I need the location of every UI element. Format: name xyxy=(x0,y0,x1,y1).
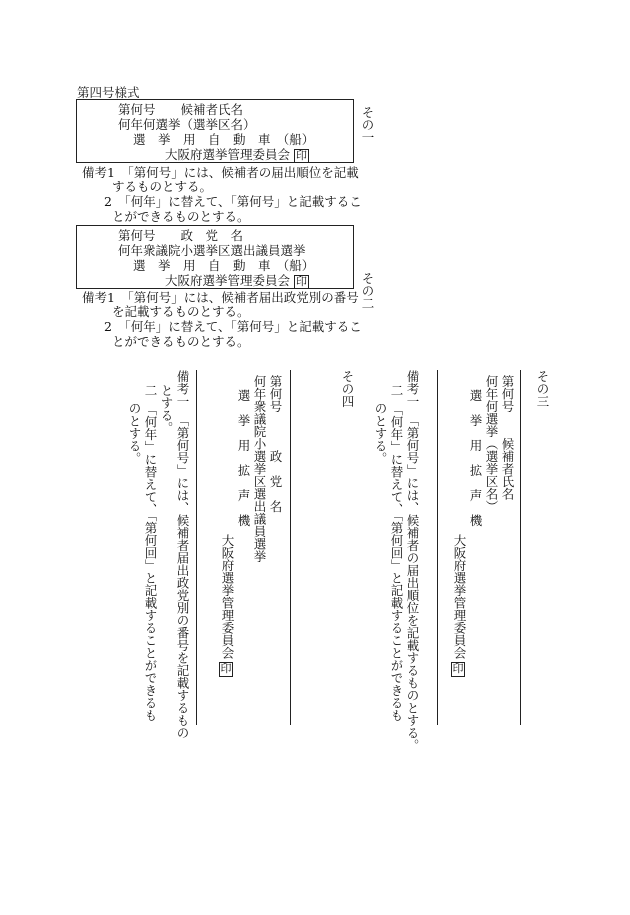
sono4-election-name: 何年衆議院小選挙区選出議員選挙 xyxy=(252,375,267,563)
sono1-form-box xyxy=(76,99,354,163)
sono2-vehicle-label: 選 挙 用 自 動 車 （船） xyxy=(133,258,315,273)
sono1-note2-cont: とができるものとする。 xyxy=(112,209,250,224)
sono1-election-name: 何年何選挙（選挙区名） xyxy=(118,117,256,132)
sono2-seal: 印 xyxy=(296,275,307,288)
sono4-label: その四 xyxy=(340,370,355,408)
sono4-seal: 印 xyxy=(220,662,232,675)
sono1-note1-cont: するものとする。 xyxy=(112,179,213,194)
sono4-right-rule xyxy=(290,370,291,725)
sono1-number-candidate: 第何号 候補者氏名 xyxy=(118,102,244,117)
sono3-right-rule xyxy=(520,370,521,725)
sono3-seal: 印 xyxy=(452,662,464,675)
sono4-speaker-label: 選 挙 用 拡 声 機 xyxy=(236,389,251,527)
sono2-note2-cont: とができるものとする。 xyxy=(112,334,250,349)
sono1-note1: 備考1 「第何号」には、候補者の届出順位を記載 xyxy=(82,165,359,180)
sono4-number-party: 第何号 政 党 名 xyxy=(268,375,283,513)
sono2-committee-name: 大阪府選挙管理委員会 xyxy=(165,273,291,288)
sono2-note1-cont: を記載するものとする。 xyxy=(112,304,250,319)
sono3-left-rule xyxy=(437,370,438,725)
sono1-vehicle-label: 選 挙 用 自 動 車 （船） xyxy=(133,132,315,147)
sono3-note2-cont: のとする。 xyxy=(373,402,388,465)
sono4-committee: 大阪府選挙管理委員会 xyxy=(220,534,235,659)
sono1-committee-name: 大阪府選挙管理委員会 xyxy=(165,147,291,162)
sono3-label: その三 xyxy=(535,370,550,408)
sono1-note2: 2 「何年」に替えて、「第何号」と記載するこ xyxy=(104,194,362,209)
form-title: 第四号様式 xyxy=(77,85,140,100)
sono3-speaker-label: 選 挙 用 拡 声 機 xyxy=(468,389,483,527)
sono2-election-name: 何年衆議院小選挙区選出議員選挙 xyxy=(118,243,306,258)
sono2-note2: 2 「何年」に替えて、「第何号」と記載するこ xyxy=(104,319,362,334)
sono3-committee: 大阪府選挙管理委員会 xyxy=(452,534,467,659)
sono2-form-box xyxy=(76,225,354,289)
sono3-note2: 二 「何年」に替えて、「第何回」と記載することができるも xyxy=(389,384,404,722)
sono3-number-candidate: 第何号 候補者氏名 xyxy=(500,375,515,500)
sono4-note1: 備考一 「第何号」には、候補者届出政党別の番号を記載するもの xyxy=(175,370,190,739)
sono1-committee xyxy=(165,148,309,163)
sono1-label: その一 xyxy=(360,106,375,144)
sono2-committee xyxy=(165,274,309,289)
sono3-election-name: 何年何選挙（選挙区名） xyxy=(484,375,499,513)
sono4-left-rule xyxy=(196,370,197,725)
sono2-label: その二 xyxy=(360,272,375,310)
sono4-note2: 二 「何年」に替えて、「第何回」と記載することができるも xyxy=(143,384,158,722)
sono4-note2-cont: のとする。 xyxy=(127,402,142,465)
sono3-note1: 備考一 「第何号」には、候補者の届出順位を記載するものとする。 xyxy=(405,370,420,752)
sono2-note1: 備考1 「第何号」には、候補者届出政党別の番号 xyxy=(82,290,359,305)
sono2-number-party: 第何号 政 党 名 xyxy=(118,228,244,243)
sono1-seal: 印 xyxy=(296,149,307,162)
sono4-note1-cont: とする。 xyxy=(159,384,174,434)
